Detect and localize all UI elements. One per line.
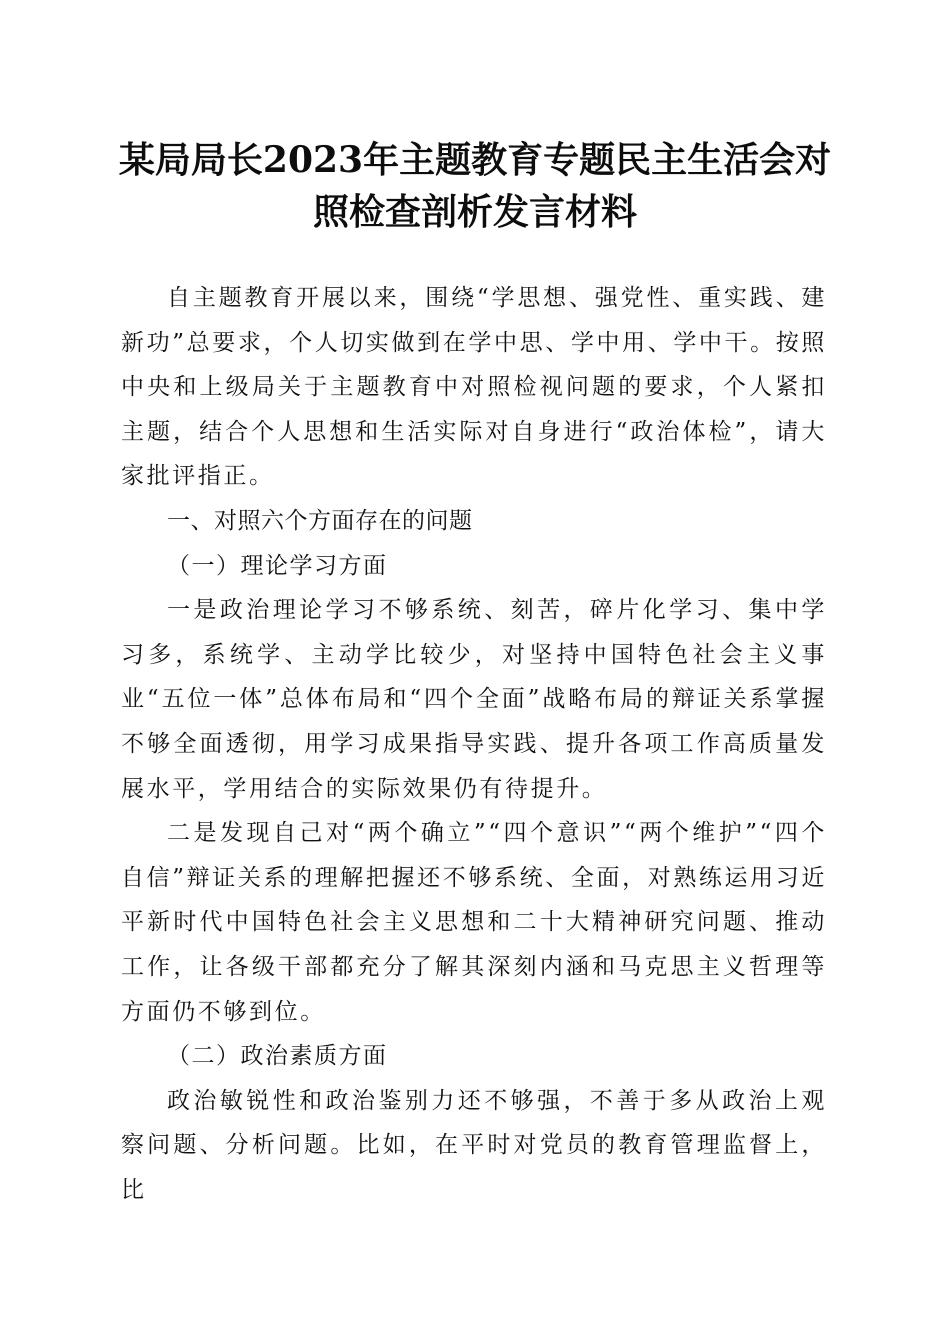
document-title bbox=[110, 134, 840, 238]
section-heading-1: 一、对照六个方面存在的问题 bbox=[167, 507, 473, 534]
subsection-heading-2: （二）政治素质方面 bbox=[167, 1043, 388, 1070]
subsection-heading-1: （一）理论学习方面 bbox=[167, 552, 388, 579]
paragraph-theory-1: 一是政治理论学习不够系统、刻苦，碎片化学习、集中学习多，系统学、主动学比较少，对坚持中国特色社会主义事业“五位一体”总体布局和“四个全面”战略布局的辩证关系掌握不够全面透彻，用学习成果指导实践、提升各项工作高质量发展水平，学用结合的实际效果仍有待提升。 bbox=[121, 597, 827, 802]
intro-paragraph: 自主题教育开展以来，围绕“学思想、强党性、重实践、建新功”总要求，个人切实做到在学中思、学中用、学中干。按照中央和上级局关于主题教育中对照检视问题的要求，个人紧扣主题，结合个人思想和生活实际对自身进行“政治体检”，请大家批评指正。 bbox=[121, 285, 827, 490]
paragraph-theory-2: 二是发现自己对“两个确立”“四个意识”“两个维护”“四个自信”辩证关系的理解把握还不够系统、全面，对熟练运用习近平新时代中国特色社会主义思想和二十大精神研究问题、推动工作，让各级干部都充分了解其深刻内涵和马克思主义哲理等方面仍不够到位。 bbox=[121, 820, 827, 1025]
title-line-1: 某局局长2023年主题教育专题民主生活会对 bbox=[118, 139, 832, 181]
title-line-2: 照检查剖析发言材料 bbox=[312, 191, 637, 233]
document-body bbox=[121, 276, 827, 1212]
paragraph-political-1: 政治敏锐性和政治鉴别力还不够强，不善于多从政治上观察问题、分析问题。比如，在平时对党员的教育管理监督上，比 bbox=[121, 1087, 827, 1203]
